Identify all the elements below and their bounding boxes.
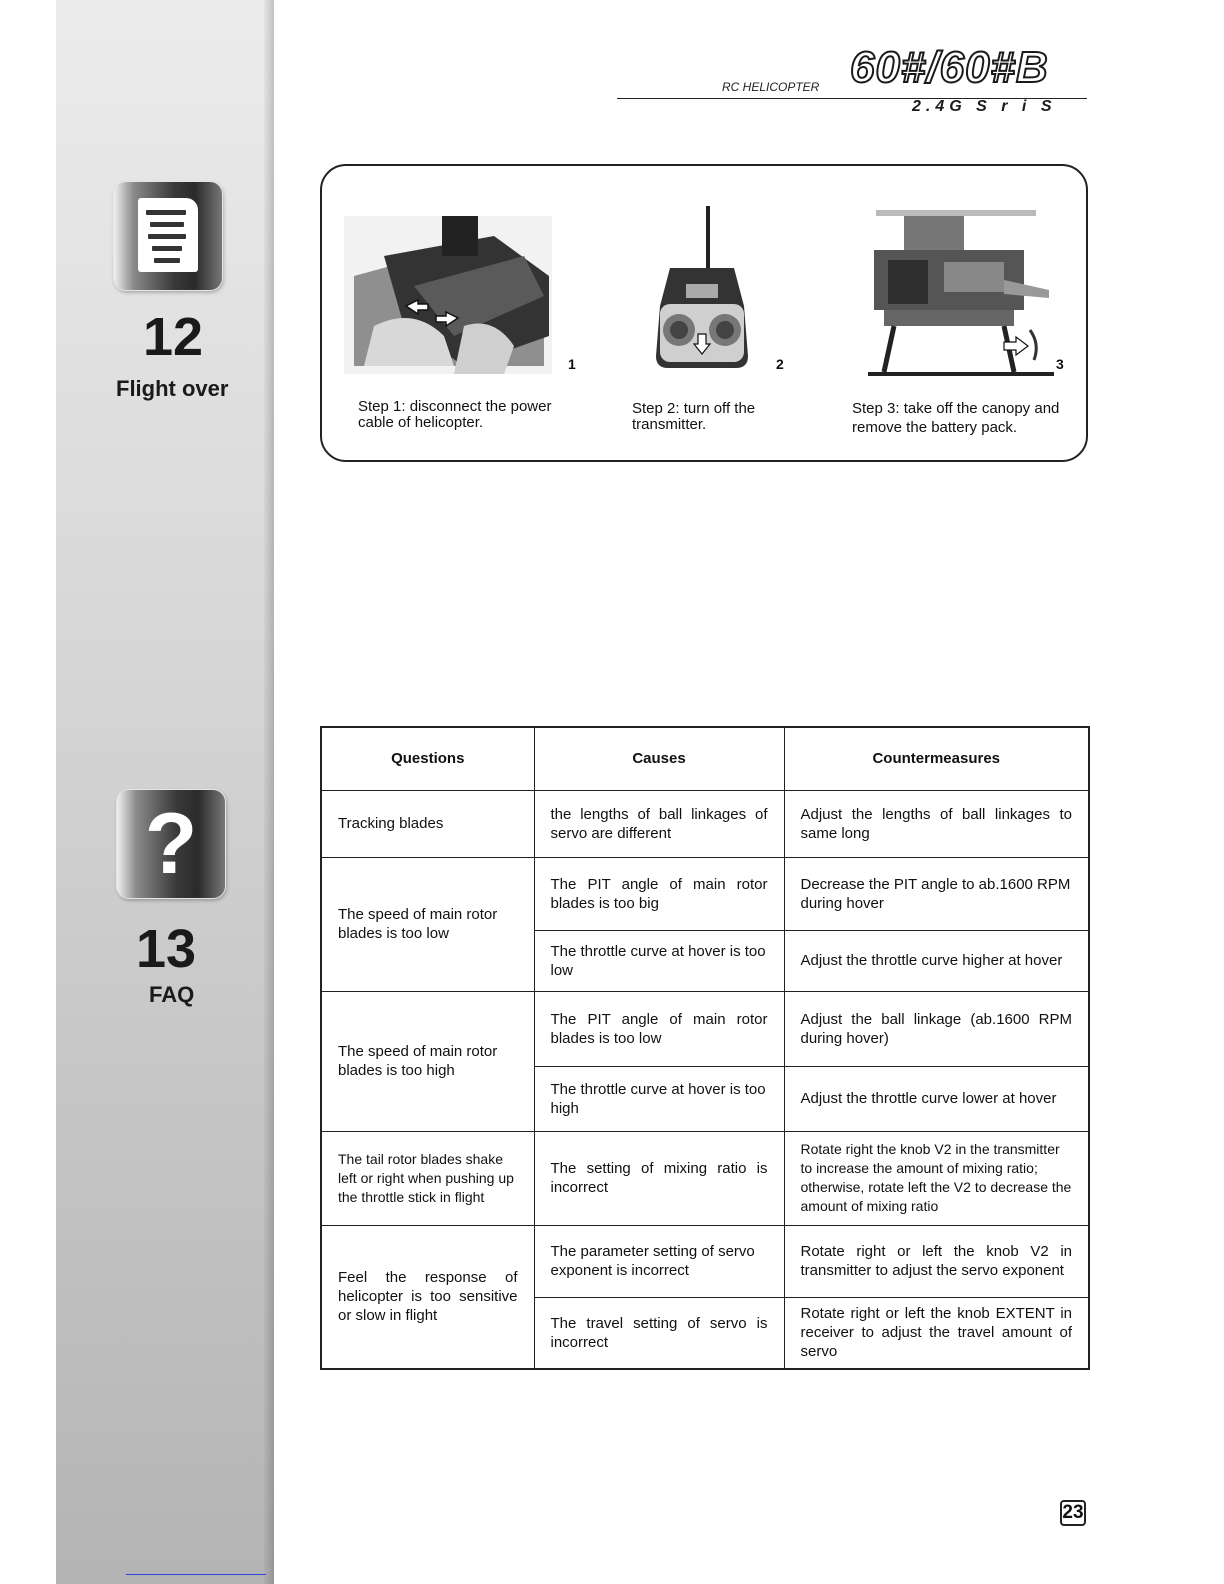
step-2-number: 2 [776,356,784,372]
countermeasure-cell: Rotate right the knob V2 in the transmitter to increase the amount of mixing ratio; otherwise, rotate left the V2 to decrease the amount of mixing ratio [784,1131,1089,1225]
countermeasure-cell: Rotate right or left the knob EXTENT in receiver to adjust the travel amount of servo [784,1297,1089,1369]
step-3-caption: Step 3: take off the canopy and remove the battery pack. [852,400,1060,436]
countermeasure-cell: Adjust the lengths of ball linkages to same long [784,790,1089,857]
section-title-flight-over: Flight over [116,376,229,401]
sidebar-shadow [264,0,274,1584]
table-row [321,991,1089,1066]
cause-cell: The parameter setting of servo exponent is incorrect [534,1225,784,1297]
question-cell: Feel the response of helicopter is too sensitive or slow in flight [321,1225,534,1369]
section-number-13: 13 [136,919,197,979]
countermeasure-cell: Rotate right or left the knob V2 in transmitter to adjust the servo exponent [784,1225,1089,1297]
cause-cell: The throttle curve at hover is too high [534,1066,784,1131]
table-row [321,857,1089,930]
cause-cell: The throttle curve at hover is too low [534,930,784,991]
countermeasure-cell: Decrease the PIT angle to ab.1600 RPM during hover [784,857,1089,930]
section-title-faq: FAQ [149,982,195,1007]
step-1-number: 1 [568,356,576,372]
cause-cell: the lengths of ball linkages of servo are different [534,790,784,857]
header-caption: RC HELICOPTER [722,80,820,94]
cause-cell: The PIT angle of main rotor blades is too big [534,857,784,930]
header-countermeasures: Countermeasures [784,727,1089,790]
section-number-12: 12 [143,307,204,367]
cause-cell: The travel setting of servo is incorrect [534,1297,784,1369]
step-3-number: 3 [1056,356,1064,372]
header-questions: Questions [321,727,534,790]
document-icon [138,198,198,272]
question-cell: The tail rotor blades shake left or right when pushing up the throttle stick in flight [321,1131,534,1225]
product-subtitle: 2.4G S r i S [912,98,1057,115]
table-row [321,1225,1089,1297]
faq-badge [117,790,225,898]
question-cell: The speed of main rotor blades is too high [321,991,534,1131]
question-cell: The speed of main rotor blades is too low [321,857,534,991]
table-row [321,790,1089,857]
step-3-photo [854,210,1054,382]
product-logo: 60#/60#B [850,43,1049,92]
question-mark-icon: ? [144,796,198,892]
step-1-photo [344,216,552,374]
page-number: 23 [1060,1500,1086,1526]
countermeasure-cell: Adjust the throttle curve higher at hover [784,930,1089,991]
faq-header-row [321,727,1089,790]
cause-cell: The PIT angle of main rotor blades is too low [534,991,784,1066]
countermeasure-cell: Adjust the throttle curve lower at hover [784,1066,1089,1131]
header-causes: Causes [534,727,784,790]
countermeasure-cell: Adjust the ball linkage (ab.1600 RPM during hover) [784,991,1089,1066]
question-cell: Tracking blades [321,790,534,857]
cause-cell: The setting of mixing ratio is incorrect [534,1131,784,1225]
flight-over-steps-panel [320,164,1088,462]
faq-table [320,726,1090,1370]
step-1-caption: Step 1: disconnect the power cable of helicopter. [358,398,552,431]
sidebar-link-underline[interactable] [126,1574,266,1575]
flight-over-badge [114,182,222,290]
step-2-photo [652,206,752,372]
table-row [321,1131,1089,1225]
step-2-caption: Step 2: turn off the transmitter. [632,400,756,433]
